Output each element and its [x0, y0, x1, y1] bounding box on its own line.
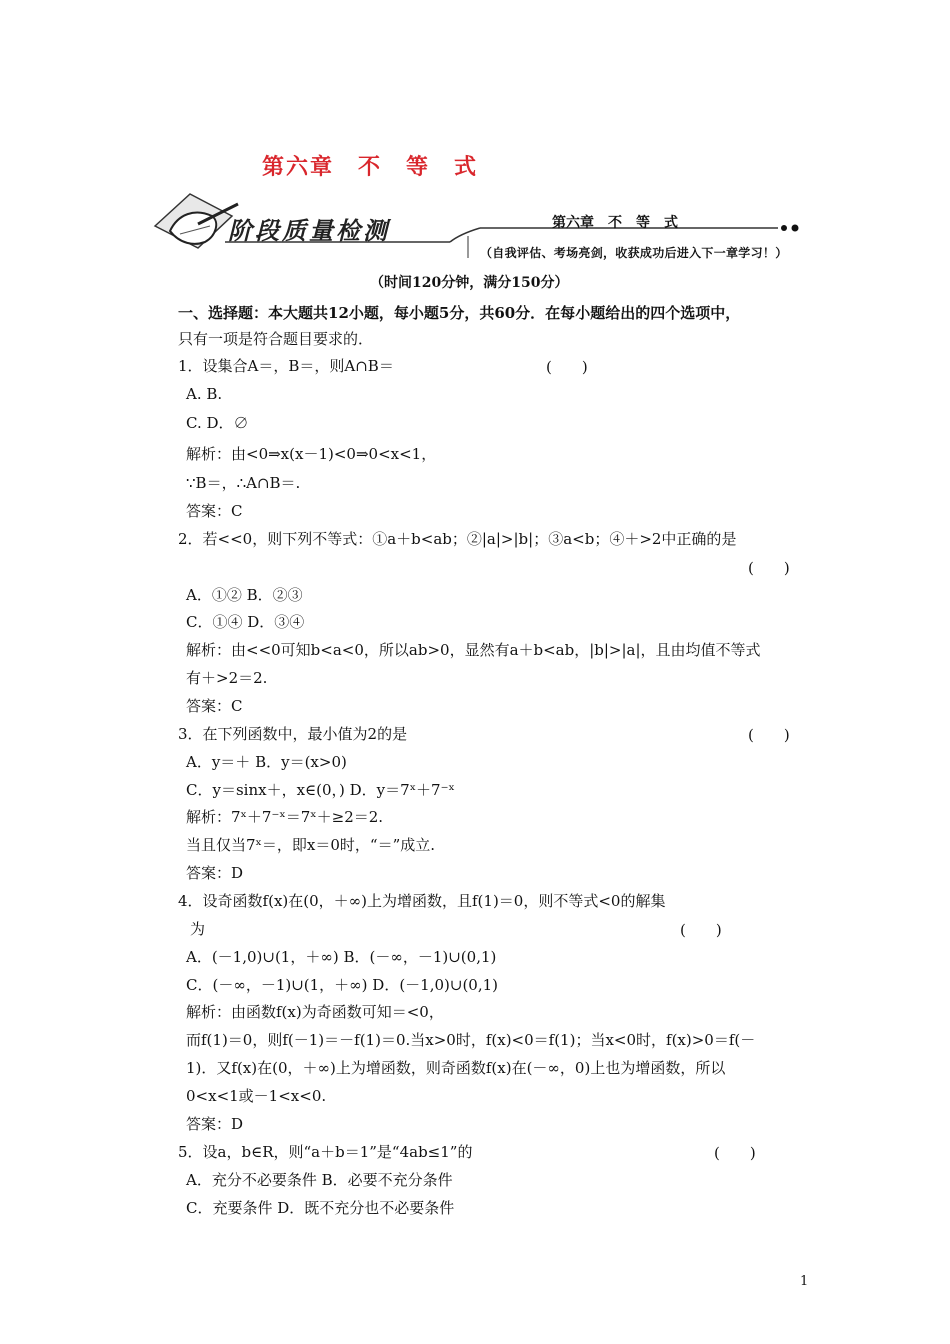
- question-2: 2．若<<0，则下列不等式：①a＋b<ab；②|a|>|b|；③a<b；④＋>2中正确的是: [178, 530, 737, 548]
- option-line: A．①② B．②③: [186, 586, 303, 604]
- exam-info: （时间120分钟，满分150分）: [370, 275, 569, 291]
- text-line: 只有一项是符合题目要求的．: [178, 330, 374, 348]
- solution-line: 而f(1)＝0，则f(－1)＝－f(1)＝0.当x>0时，f(x)<0＝f(1)；当x<0时，f(x)>0＝f(－: [186, 1031, 756, 1049]
- solution-line: 有＋>2＝2.: [186, 669, 268, 687]
- option-line: A．充分不必要条件 B．必要不充分条件: [186, 1171, 453, 1189]
- solution-line: 解析：由<0⇒x(x－1)<0⇒0<x<1，: [186, 445, 437, 463]
- option-line: C．(－∞，－1)∪(1，＋∞) D．(－1,0)∪(0,1): [186, 976, 499, 994]
- solution-line: 1)．又f(x)在(0，＋∞)上为增函数，则奇函数f(x)在(－∞，0)上也为增函数，所以: [186, 1059, 726, 1077]
- answer-paren: ( ): [714, 1144, 756, 1162]
- option-line: A．(－1,0)∪(1，＋∞) B．(－∞，－1)∪(0,1): [186, 948, 497, 966]
- answer-paren: ( ): [680, 921, 722, 939]
- answer-paren: ( ): [748, 726, 790, 744]
- option-line: C．充要条件 D．既不充分也不必要条件: [186, 1199, 455, 1217]
- answer-line: 答案：C: [186, 697, 243, 715]
- banner-title: 阶段质量检测: [228, 217, 390, 245]
- banner-chapter: 第六章 不 等 式: [552, 215, 678, 231]
- answer-line: 答案：D: [186, 1115, 244, 1133]
- question-1: 1．设集合A＝，B＝，则A∩B＝: [178, 357, 394, 375]
- solution-line: 当且仅当7ˣ＝，即x＝0时，“＝”成立.: [186, 836, 436, 854]
- solution-line: ∵B＝，∴A∩B＝.: [186, 474, 301, 492]
- section-heading: 一、选择题：本大题共12小题，每小题5分，共60分．在每小题给出的四个选项中，: [178, 304, 741, 322]
- banner-slogan: （自我评估、考场亮剑，收获成功后进入下一章学习！）: [480, 246, 788, 260]
- solution-line: 0<x<1或－1<x<0.: [186, 1087, 327, 1105]
- question-5: 5．设a，b∈R，则“a＋b＝1”是“4ab≤1”的: [178, 1143, 473, 1161]
- hand-writing-pen-icon: [155, 194, 238, 248]
- question-4: 4．设奇函数f(x)在(0，＋∞)上为增函数，且f(1)＝0，则不等式<0的解集: [178, 892, 666, 910]
- answer-line: 答案：C: [186, 502, 243, 520]
- answer-paren: ( ): [546, 358, 588, 376]
- option-line: A. B.: [186, 385, 223, 403]
- option-line: C．y＝sinx＋，x∈(0，) D．y＝7ˣ＋7⁻ˣ: [186, 781, 455, 799]
- page-number: 1: [800, 1274, 809, 1289]
- text-line: 为: [190, 920, 206, 938]
- option-line: C．①④ D．③④: [186, 613, 305, 631]
- chapter-title: 第六章 不 等 式: [262, 154, 479, 180]
- question-3: 3．在下列函数中，最小值为2的是: [178, 725, 408, 743]
- option-line: A．y＝＋ B．y＝(x>0): [186, 753, 347, 771]
- answer-line: 答案：D: [186, 864, 244, 882]
- option-line: C. D．∅: [186, 414, 249, 432]
- solution-line: 解析：7ˣ＋7⁻ˣ＝7ˣ＋≥2＝2.: [186, 808, 384, 826]
- solution-line: 解析：由<<0可知b<a<0，所以ab>0，显然有a＋b<ab，|b|>|a|，且由均值不等式: [186, 641, 761, 659]
- solution-line: 解析：由函数f(x)为奇函数可知＝<0，: [186, 1003, 444, 1021]
- answer-paren: ( ): [748, 559, 790, 577]
